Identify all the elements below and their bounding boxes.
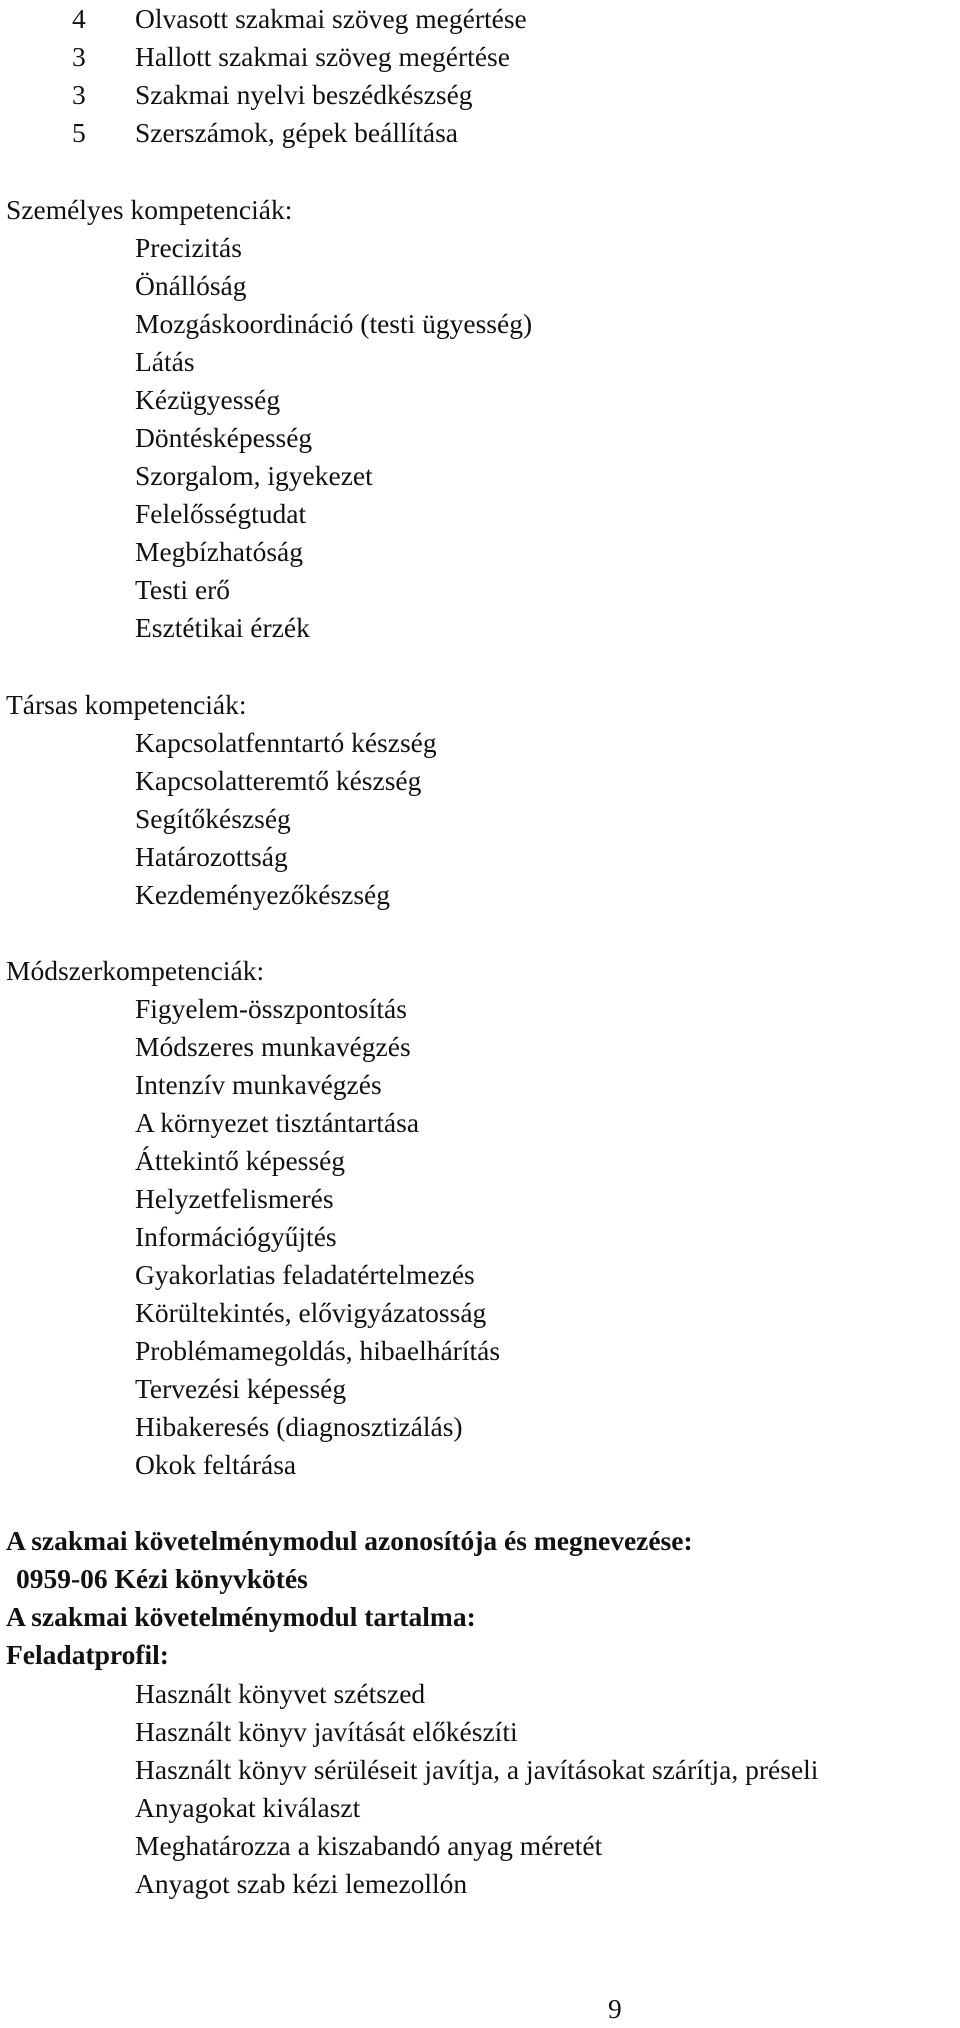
list-item: Kézügyesség [135, 384, 281, 415]
skill-level: 5 [72, 117, 86, 148]
list-item: Megbízhatóság [135, 536, 304, 567]
list-item: Kapcsolatteremtő készség [135, 765, 422, 796]
task-item: Anyagot szab kézi lemezollón [135, 1868, 468, 1899]
list-item: Gyakorlatias feladatértelmezés [135, 1259, 475, 1290]
skill-name: Szakmai nyelvi beszédkészség [135, 79, 473, 110]
method-competences-heading: Módszerkompetenciák: [6, 955, 265, 986]
list-item: Határozottság [135, 841, 288, 872]
list-item: Okok feltárása [135, 1449, 297, 1480]
list-item: Szorgalom, igyekezet [135, 460, 373, 491]
skill-level: 3 [72, 79, 86, 110]
list-item: Módszeres munkavégzés [135, 1031, 411, 1062]
skill-level: 4 [72, 3, 86, 34]
list-item: Testi erő [135, 574, 231, 605]
list-item: Önállóság [135, 270, 247, 301]
task-item: Használt könyvet szétszed [135, 1678, 426, 1709]
list-item: Intenzív munkavégzés [135, 1069, 382, 1100]
skill-name: Olvasott szakmai szöveg megértése [135, 3, 527, 34]
page-number: 9 [608, 1993, 622, 2024]
list-item: Kezdeményezőkészség [135, 879, 391, 910]
task-profile-heading: Feladatprofil: [6, 1639, 169, 1670]
list-item: Precizitás [135, 232, 242, 263]
personal-competences-heading: Személyes kompetenciák: [6, 194, 293, 225]
task-item: Meghatározza a kiszabandó anyag méretét [135, 1830, 603, 1861]
list-item: Mozgáskoordináció (testi ügyesség) [135, 308, 533, 339]
list-item: Felelősségtudat [135, 498, 307, 529]
skill-name: Hallott szakmai szöveg megértése [135, 41, 510, 72]
module-id-line: 0959-06 Kézi könyvkötés [16, 1563, 308, 1594]
list-item: Döntésképesség [135, 422, 313, 453]
skill-level: 3 [72, 41, 86, 72]
list-item: Információgyűjtés [135, 1221, 337, 1252]
social-competences-heading: Társas kompetenciák: [6, 689, 247, 720]
list-item: Áttekintő képesség [135, 1145, 346, 1176]
list-item: Segítőkészség [135, 803, 291, 834]
module-id-heading: A szakmai követelménymodul azonosítója és megnevezése: [6, 1525, 693, 1556]
list-item: Helyzetfelismerés [135, 1183, 334, 1214]
list-item: Tervezési képesség [135, 1373, 347, 1404]
module-content-heading: A szakmai követelménymodul tartalma: [6, 1601, 476, 1632]
task-item: Használt könyv javítását előkészíti [135, 1716, 518, 1747]
list-item: Figyelem-összpontosítás [135, 993, 407, 1024]
skill-name: Szerszámok, gépek beállítása [135, 117, 458, 148]
list-item: Problémamegoldás, hibaelhárítás [135, 1335, 501, 1366]
list-item: Kapcsolatfenntartó készség [135, 727, 437, 758]
list-item: Körültekintés, elővigyázatosság [135, 1297, 487, 1328]
list-item: A környezet tisztántartása [135, 1107, 420, 1138]
task-item: Anyagokat kiválaszt [135, 1792, 361, 1823]
list-item: Látás [135, 346, 195, 377]
list-item: Esztétikai érzék [135, 612, 310, 643]
list-item: Hibakeresés (diagnosztizálás) [135, 1411, 463, 1442]
task-item: Használt könyv sérüléseit javítja, a javításokat szárítja, préseli [135, 1754, 819, 1785]
